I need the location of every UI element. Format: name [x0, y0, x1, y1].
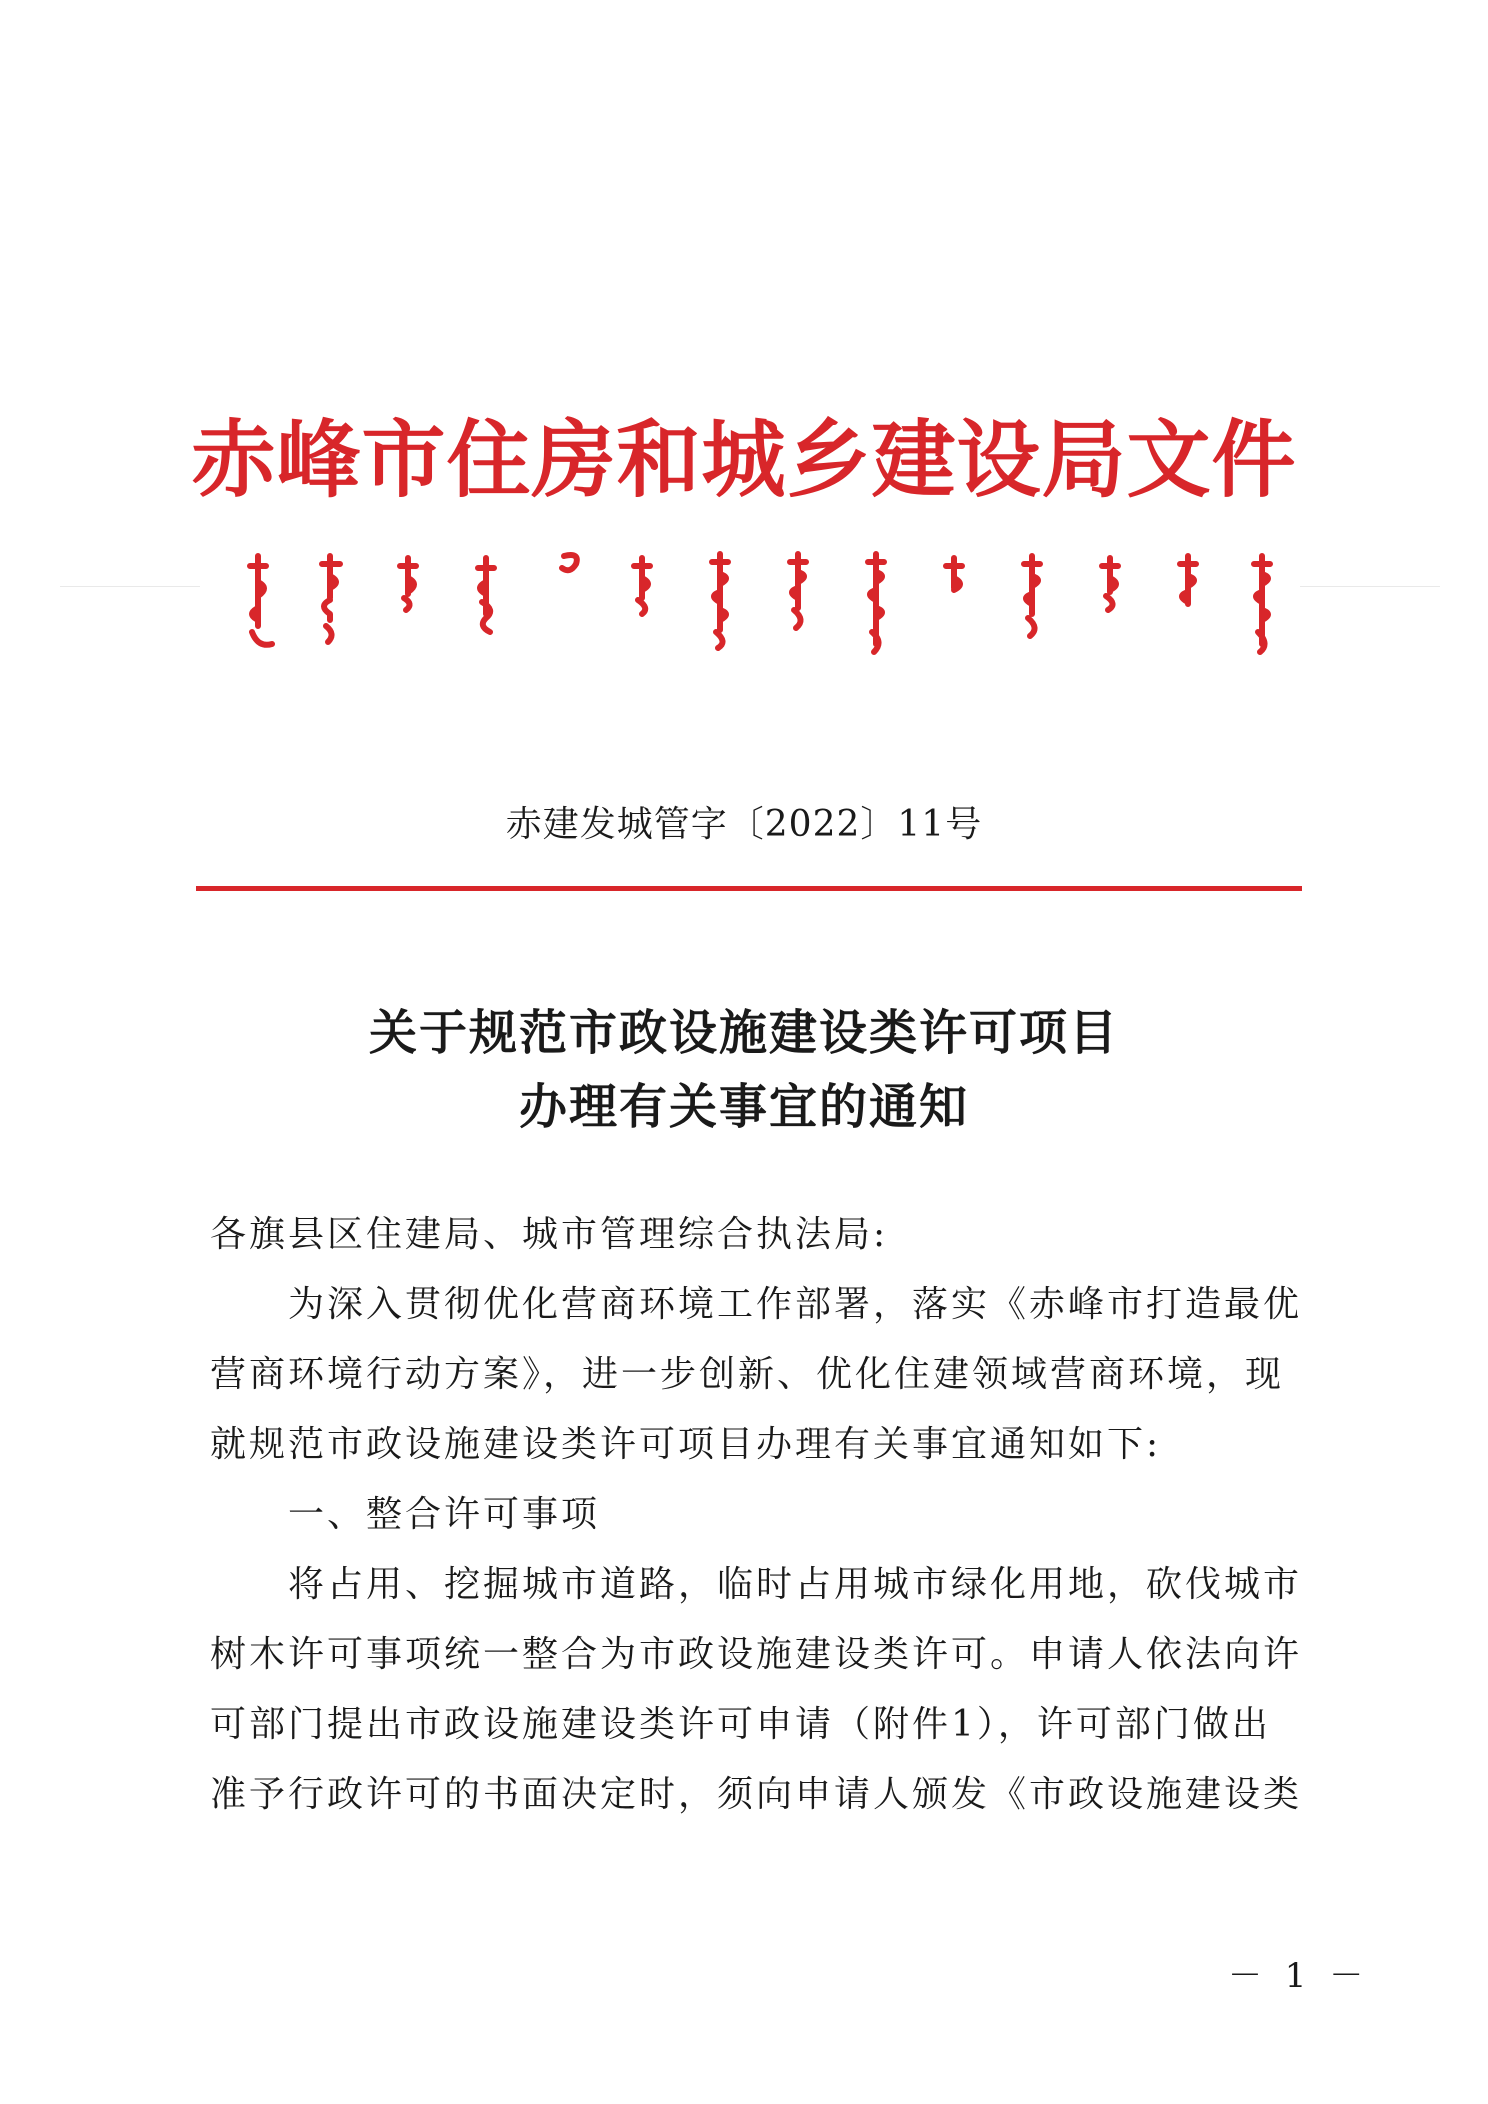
section-heading: 一、整合许可事项 — [210, 1494, 601, 1535]
page-number: － 1 － — [1228, 1956, 1370, 1996]
masthead-title: 赤峰市住房和城乡建设局文件 — [191, 411, 1297, 509]
notice-title-line-1: 关于规范市政设施建设类许可项目 — [368, 1005, 1119, 1061]
body-line: 营商环境行动方案》，进一步创新、优化住建领域营商环境，现 — [210, 1354, 1285, 1395]
body-line: 可部门提出市政设施建设类许可申请（附件1），许可部门做出 — [210, 1704, 1271, 1745]
document-number: 赤建发城管字〔2022〕11号 — [505, 804, 983, 845]
body-line: 树木许可事项统一整合为市政设施建设类许可。申请人依法向许 — [210, 1634, 1303, 1675]
red-divider-line — [196, 886, 1302, 891]
body-line: 为深入贯彻优化营商环境工作部署，落实《赤峰市打造最优 — [210, 1284, 1303, 1325]
mongolian-script-heading-icon — [0, 548, 1488, 658]
body-line: 就规范市政设施建设类许可项目办理有关事宜通知如下: — [210, 1424, 1162, 1465]
addressee-line: 各旗县区住建局、城市管理综合执法局: — [210, 1214, 889, 1255]
notice-title-line-2: 办理有关事宜的通知 — [518, 1079, 969, 1135]
body-line: 将占用、挖掘城市道路，临时占用城市绿化用地，砍伐城市 — [210, 1564, 1303, 1605]
body-line: 准予行政许可的书面决定时，须向申请人颁发《市政设施建设类 — [210, 1774, 1303, 1815]
